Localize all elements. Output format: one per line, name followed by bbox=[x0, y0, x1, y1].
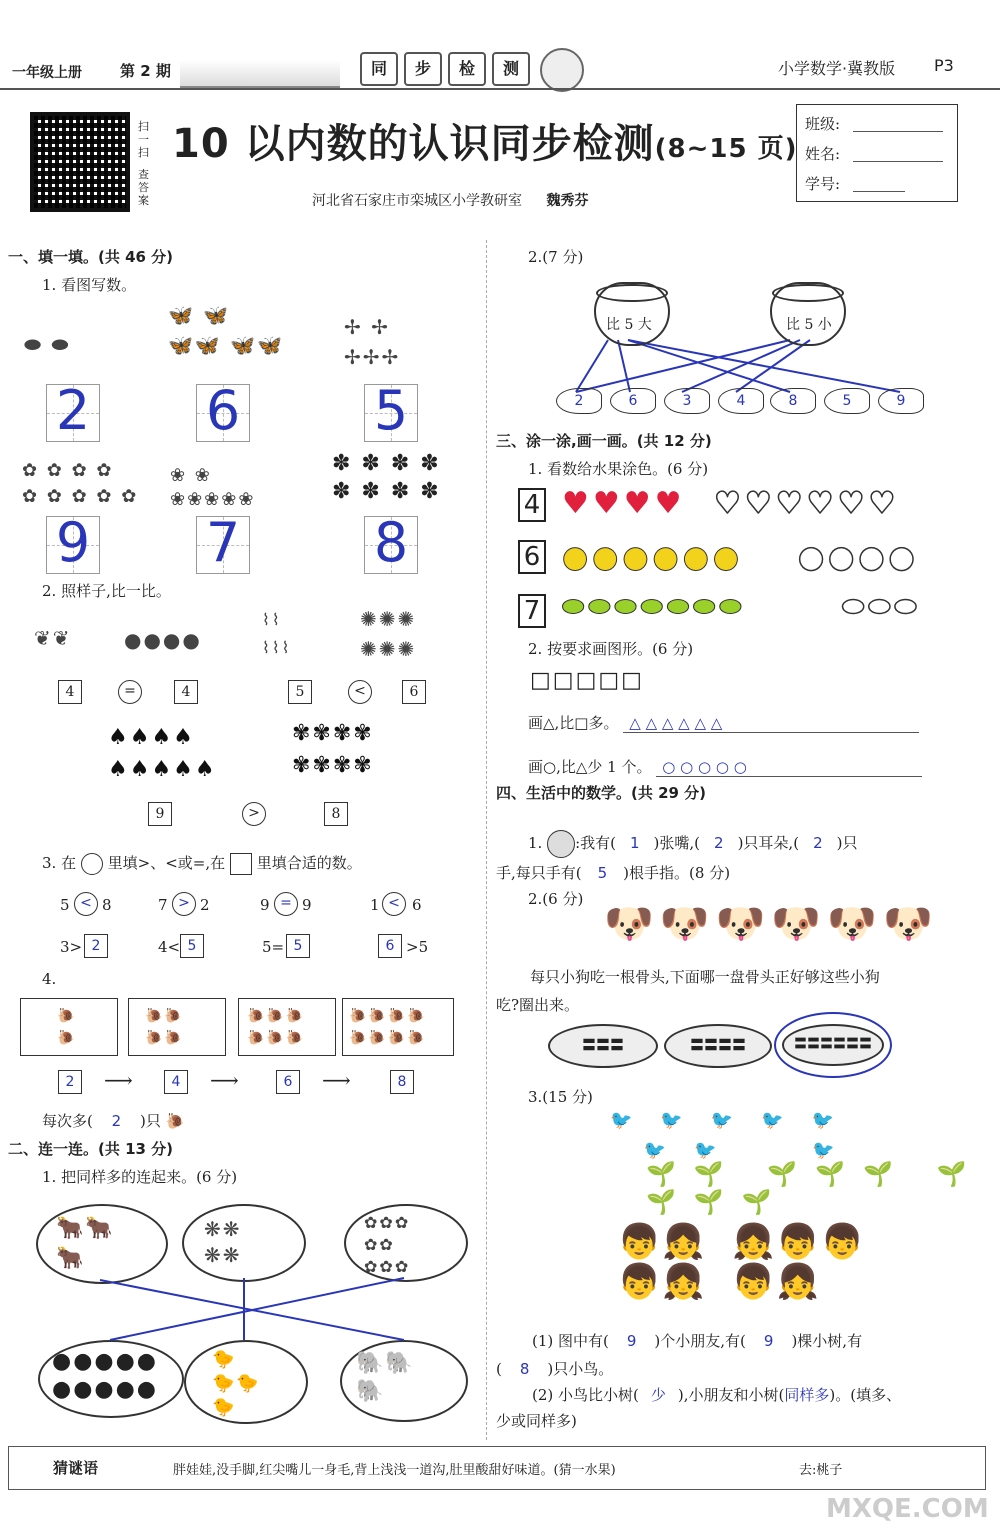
balls-picture: ●●●●● ●●●●● bbox=[52, 1349, 158, 1402]
answer[interactable]: 2 bbox=[714, 834, 724, 852]
fish[interactable] bbox=[878, 388, 924, 414]
q4-answer[interactable]: 2 bbox=[111, 1112, 122, 1130]
q3-num: 8 bbox=[102, 896, 112, 914]
fish-line bbox=[682, 340, 800, 392]
dark-flowers-picture: ✽ ✽ ✽ ✽ ✽ ✽ ✽ ✽ bbox=[332, 451, 441, 504]
q3-text: 里填>、<或=,在 bbox=[107, 854, 226, 872]
qr-scan-label: 扫一扫 bbox=[138, 120, 149, 159]
q-text: 手,每只手有( bbox=[496, 864, 582, 882]
q-text: :我有( bbox=[575, 834, 616, 852]
bone-plate: 〓〓〓〓〓〓 bbox=[782, 1024, 884, 1066]
fish-number: 2 bbox=[574, 393, 584, 409]
author-org: 河北省石家庄市栾城区小学教研室 bbox=[312, 193, 522, 209]
id-label: 学号: bbox=[805, 175, 841, 193]
compare-box[interactable]: 4 bbox=[58, 680, 82, 704]
stars-picture: ✿ ✿ ✿ ✿ ✿ ✿ ✿ ✿ ✿ bbox=[22, 460, 139, 507]
q3-box[interactable]: 5 bbox=[286, 934, 310, 958]
jar-rim bbox=[596, 284, 668, 302]
answer[interactable]: 少 bbox=[650, 1386, 666, 1404]
q3-text: 3. 在 bbox=[42, 854, 77, 872]
answer-grid[interactable] bbox=[364, 511, 418, 574]
fish-line bbox=[736, 340, 810, 392]
q-text: ( bbox=[496, 1360, 502, 1378]
compare-box[interactable]: 6 bbox=[402, 680, 426, 704]
q3-text: 里填合适的数。 bbox=[256, 854, 362, 872]
melons-colored[interactable]: ⬬⬬⬬⬬⬬⬬⬬ bbox=[562, 592, 746, 622]
compare-box[interactable]: 9 bbox=[148, 802, 172, 826]
s4-q3-label: 3.(15 分) bbox=[528, 1088, 593, 1106]
q3-num: 3> bbox=[60, 938, 83, 956]
pumpkins-picture: ●●●● bbox=[124, 628, 202, 652]
fish-line bbox=[576, 340, 608, 392]
s4-q3-line1 bbox=[532, 1330, 862, 1351]
fish[interactable] bbox=[556, 388, 602, 414]
squares-row: □□□□□ bbox=[530, 668, 644, 693]
q3-num: >5 bbox=[406, 938, 429, 956]
q-text: )只 bbox=[836, 834, 858, 852]
s2-q1-label: 1. 把同样多的连起来。(6 分) bbox=[42, 1168, 238, 1186]
fruit-count: 4 bbox=[518, 488, 546, 522]
answer-digit: 6 bbox=[205, 379, 241, 442]
sequence-box[interactable]: 2 bbox=[58, 1070, 82, 1094]
snails-picture: 🐌🐌 🐌🐌 bbox=[145, 1008, 184, 1046]
answer-digit: 7 bbox=[205, 511, 241, 574]
acorns-picture: ❦❦ bbox=[34, 626, 72, 650]
q3-num: 5 bbox=[60, 896, 70, 914]
answer-digit: 8 bbox=[373, 511, 409, 574]
section-3-title: 三、涂一涂,画一画。(共 12 分) bbox=[496, 432, 712, 450]
puppies-picture: 🐶🐶🐶🐶🐶🐶 bbox=[604, 901, 939, 947]
answer[interactable]: 5 bbox=[597, 864, 608, 882]
answer[interactable]: 同样多 bbox=[784, 1386, 830, 1404]
mushrooms-picture: ♠♠♠♠ ♠♠♠♠♠ bbox=[108, 725, 217, 782]
q3-circle[interactable]: = bbox=[274, 892, 298, 916]
q-text: )张嘴,( bbox=[653, 834, 701, 852]
compare-box[interactable]: 4 bbox=[174, 680, 198, 704]
bugs-picture: ⌇⌇ ⌇⌇⌇ bbox=[262, 610, 292, 657]
s4-q3-line3 bbox=[532, 1384, 901, 1405]
q-text: 1. bbox=[528, 834, 543, 852]
q3-num: 7 bbox=[158, 896, 168, 914]
snails-picture: 🐌🐌🐌🐌 🐌🐌🐌🐌 bbox=[349, 1008, 427, 1046]
author-name: 魏秀芬 bbox=[546, 193, 589, 209]
pears-colored[interactable]: ●●●●●● bbox=[562, 540, 744, 575]
sequence-box[interactable]: 6 bbox=[276, 1070, 300, 1094]
s1-q1-label: 1. 看图写数。 bbox=[42, 276, 137, 294]
fish[interactable] bbox=[664, 388, 710, 414]
strawberries-uncolored[interactable]: ♥♥♥♥♥♥ bbox=[714, 486, 900, 521]
q3-num: 2 bbox=[200, 896, 210, 914]
draw-2-prompt: 画○,比△少 1 个。 bbox=[528, 758, 652, 776]
arrow-right-icon: ⟶ bbox=[104, 1068, 133, 1092]
jar-rim bbox=[772, 284, 844, 302]
s1-q4-label: 4. bbox=[42, 970, 57, 988]
q3-num: 9 bbox=[260, 896, 270, 914]
fish-number: 9 bbox=[896, 393, 906, 409]
snails-picture: 🐌🐌🐌 🐌🐌🐌 bbox=[247, 1008, 306, 1046]
riddle-text: 胖娃娃,没手脚,红尖嘴儿一身毛,背上浅浅一道沟,肚里酸甜好味道。(猜一水果) bbox=[173, 1463, 616, 1478]
s4-q3-line2 bbox=[496, 1358, 613, 1379]
answer[interactable]: 1 bbox=[630, 834, 640, 852]
fish-number: 3 bbox=[682, 393, 692, 409]
page-number: P3 bbox=[934, 56, 954, 75]
fish-line bbox=[618, 340, 630, 392]
q3-circle[interactable]: > bbox=[172, 892, 196, 916]
compare-circle[interactable]: > bbox=[242, 802, 266, 826]
answer[interactable]: 8 bbox=[519, 1360, 530, 1378]
section-2-title: 二、连一连。(共 13 分) bbox=[8, 1140, 174, 1158]
jar-greater bbox=[594, 282, 670, 346]
arrow-right-icon: ⟶ bbox=[322, 1068, 351, 1092]
birds-picture: 🐦🐦🐦🐦🐦 🐦🐦 🐦 bbox=[610, 1110, 863, 1161]
q3-box[interactable]: 6 bbox=[378, 934, 402, 958]
draw-1-answer[interactable]: △ △ △ △ △ △ bbox=[623, 714, 919, 733]
pears-uncolored[interactable]: ●●●● bbox=[798, 540, 919, 575]
fish-line bbox=[576, 340, 790, 392]
butterflies-picture: 🦋 🦋 🦋🦋 🦋🦋 bbox=[168, 303, 284, 357]
answer-grid[interactable] bbox=[46, 379, 100, 442]
q-text: )棵小树,有 bbox=[791, 1332, 863, 1350]
answer[interactable]: 9 bbox=[763, 1332, 774, 1350]
q-text: )只小鸟。 bbox=[547, 1360, 614, 1378]
s4-q2-text2: 吃?圈出来。 bbox=[496, 996, 580, 1014]
compare-box[interactable]: 8 bbox=[324, 802, 348, 826]
s1-q2-label: 2. 照样子,比一比。 bbox=[42, 582, 171, 600]
riddle-label: 猜谜语 bbox=[53, 1459, 99, 1477]
arrow-right-icon: ⟶ bbox=[210, 1068, 239, 1092]
s3-q1-label: 1. 看数给水果涂色。(6 分) bbox=[528, 460, 709, 478]
bugs-picture: ❋❋ ❋❋ bbox=[204, 1217, 242, 1267]
flowers-picture: ❀ ❀ ❀❀❀❀❀ bbox=[170, 465, 256, 510]
q-text: (2) 小鸟比小树( bbox=[532, 1386, 639, 1404]
jar-label: 比 5 大 bbox=[606, 317, 652, 333]
q3-num: 9 bbox=[302, 896, 312, 914]
sequence-box[interactable]: 8 bbox=[390, 1070, 414, 1094]
answer-grid[interactable] bbox=[196, 379, 250, 442]
draw-2 bbox=[528, 756, 922, 777]
q-text: )。(填多、 bbox=[829, 1386, 902, 1404]
answer-grid[interactable] bbox=[46, 511, 100, 574]
answer-digit: 9 bbox=[55, 511, 91, 574]
boy-face-icon bbox=[547, 830, 575, 858]
bone-plate[interactable]: 〓〓〓〓 bbox=[664, 1024, 772, 1068]
q3-num: 6 bbox=[412, 896, 422, 914]
stones-picture: ⬬ ⬬ bbox=[24, 332, 71, 356]
answer-digit: 2 bbox=[55, 379, 91, 442]
fish-number: 5 bbox=[842, 393, 852, 409]
s4-q2-label: 2.(6 分) bbox=[528, 890, 584, 908]
snails-picture: 🐌 🐌 bbox=[57, 1008, 77, 1046]
q-text: )个小朋友,有( bbox=[654, 1332, 746, 1350]
section-1-title: 一、填一填。(共 46 分) bbox=[8, 248, 174, 266]
bone-plate-circled[interactable] bbox=[774, 1012, 892, 1078]
crabs-picture: ✺✺✺ ✺✺✺ bbox=[360, 607, 417, 661]
jar-less bbox=[770, 282, 846, 346]
sequence-box[interactable]: 4 bbox=[164, 1070, 188, 1094]
s4-q1-line2 bbox=[496, 862, 730, 883]
flowers-picture: ✿✿✿ ✿✿ ✿✿✿ bbox=[364, 1213, 411, 1276]
fish-number: 4 bbox=[736, 393, 746, 409]
subject-label: 小学数学·冀教版 bbox=[778, 59, 896, 78]
draw-1-prompt: 画△,比□多。 bbox=[528, 714, 619, 732]
riddle-footer bbox=[8, 1446, 986, 1490]
name-label: 姓名: bbox=[805, 145, 841, 163]
issue-label: 第 2 期 bbox=[120, 62, 171, 80]
fish[interactable] bbox=[718, 388, 764, 414]
compare-circle[interactable]: = bbox=[118, 680, 142, 704]
fish[interactable] bbox=[610, 388, 656, 414]
answer[interactable]: 9 bbox=[626, 1332, 637, 1350]
banner-char: 步 bbox=[404, 52, 442, 86]
class-label: 班级: bbox=[805, 115, 841, 133]
q4-text: 每次多( bbox=[42, 1112, 93, 1130]
banner-char: 测 bbox=[492, 52, 530, 86]
banner-char: 同 bbox=[360, 52, 398, 86]
q-text: (1) 图中有( bbox=[532, 1332, 609, 1350]
grade-label: 一年级上册 bbox=[12, 65, 82, 81]
answer-digit: 5 bbox=[373, 379, 409, 442]
flower-pots-picture: ✾✾✾✾ ✾✾✾✾ bbox=[292, 721, 374, 778]
fish-number: 6 bbox=[628, 393, 638, 409]
dragonflies-picture: ✢ ✢ ✢✢✢ bbox=[344, 315, 401, 369]
q4-text: )只 bbox=[139, 1112, 161, 1130]
oxen-picture: 🐂🐂 🐂 bbox=[56, 1216, 115, 1271]
q3-box[interactable]: 5 bbox=[180, 934, 204, 958]
bone-plate[interactable]: 〓〓〓 bbox=[548, 1024, 658, 1068]
q3-num: 5= bbox=[262, 938, 285, 956]
fruit-count: 7 bbox=[518, 594, 546, 628]
riddle-answer: 去:桃子 bbox=[799, 1463, 843, 1478]
s-r2-q2-label: 2.(7 分) bbox=[528, 248, 584, 266]
page-title-text: 10 以内数的认识同步检测 bbox=[172, 121, 655, 167]
draw-2-answer[interactable]: ○ ○ ○ ○ ○ bbox=[656, 758, 922, 777]
melons-uncolored[interactable]: ⬬⬬⬬ bbox=[842, 592, 921, 622]
draw-1 bbox=[528, 712, 919, 733]
compare-circle[interactable]: < bbox=[348, 680, 372, 704]
fruit-count: 6 bbox=[518, 540, 546, 574]
qr-check-label: 查答案 bbox=[138, 168, 149, 207]
q-text: )根手指。(8 分) bbox=[623, 864, 731, 882]
children-picture: 👦👧 👧👦👦 👦👧 👦👧 bbox=[618, 1222, 866, 1302]
strawberries-colored[interactable]: ♥♥♥♥ bbox=[562, 486, 686, 521]
q3-box[interactable]: 2 bbox=[84, 934, 108, 958]
snail-icon: 🐌 bbox=[165, 1112, 185, 1130]
q3-circle[interactable]: < bbox=[382, 892, 406, 916]
q3-circle[interactable]: < bbox=[74, 892, 98, 916]
s3-q2-label: 2. 按要求画图形。(6 分) bbox=[528, 640, 694, 658]
banner-char: 检 bbox=[448, 52, 486, 86]
trees-picture: 🌱🌱 🌱🌱🌱 🌱🌱🌱🌱 bbox=[646, 1160, 985, 1216]
q3-num: 1 bbox=[370, 896, 380, 914]
answer-grid[interactable] bbox=[196, 511, 250, 574]
page-title-pages: (8~15 页) bbox=[654, 134, 798, 164]
chicks-picture: 🐤 🐤🐤 🐤 bbox=[212, 1349, 261, 1418]
jar-label: 比 5 小 bbox=[786, 317, 832, 333]
compare-box[interactable]: 5 bbox=[288, 680, 312, 704]
s4-q1-line1 bbox=[528, 830, 857, 858]
q-text: )只耳朵,( bbox=[737, 834, 800, 852]
fish[interactable] bbox=[770, 388, 816, 414]
q3-num: 4< bbox=[158, 938, 181, 956]
s4-q3-line4: 少或同样多) bbox=[496, 1412, 577, 1430]
answer-grid[interactable] bbox=[364, 379, 418, 442]
elephants-picture: 🐘🐘 🐘 bbox=[356, 1351, 415, 1404]
watermark: MXQE.COM bbox=[826, 1494, 989, 1524]
s4-q2-text1: 每只小狗吃一根骨头,下面哪一盘骨头正好够这些小狗 bbox=[530, 968, 880, 986]
answer[interactable]: 2 bbox=[813, 834, 823, 852]
q-text: ),小朋友和小树( bbox=[677, 1386, 785, 1404]
fish-number: 8 bbox=[788, 393, 798, 409]
section-4-title: 四、生活中的数学。(共 29 分) bbox=[496, 784, 707, 802]
fish[interactable] bbox=[824, 388, 870, 414]
